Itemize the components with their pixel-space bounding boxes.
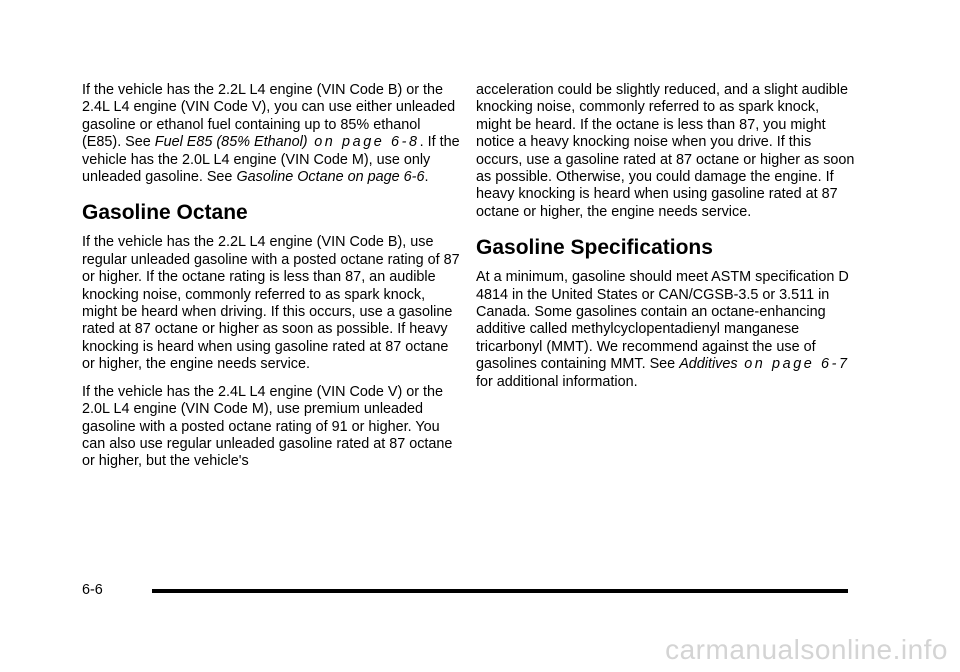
gasoline-octane-heading: Gasoline Octane [82, 201, 248, 225]
fuel-e85-page-ref[interactable]: on page 6-8 [307, 134, 420, 151]
fuel-e85-link[interactable]: Fuel E85 (85% Ethanol) [154, 134, 308, 151]
gasoline-specifications-heading: Gasoline Specifications [476, 236, 713, 260]
gasoline-octane-link[interactable]: Gasoline Octane on page 6-6 [236, 169, 425, 186]
right-column [476, 82, 856, 401]
specifications-paragraph [476, 269, 856, 391]
intro-text: If the vehicle has the 2.2L L4 engine (VIN Code B) or the 2.4L L4 engine (VIN Code V), you can use either unleaded gasoline or ethanol fuel containing up to 85% ethanol (E85). See [82, 82, 456, 151]
footer-rule [152, 589, 848, 593]
additives-page-ref[interactable]: on page 6-7 [737, 356, 850, 373]
intro-text-cont: . If the vehicle has the 2.0L L4 engine (VIN Code M), use only unleaded gasoline. See [82, 134, 460, 186]
octane-paragraph-1: If the vehicle has the 2.2L L4 engine (VIN Code B), use regular unleaded gasoline with a posted octane rating of 87 or higher. If the octane rating is less than 87, an audible knocking noise, commonly referred to as spark knock, might be heard when driving. If this occurs, use a gasoline rated at 87 octane or higher as soon as possible. If heavy knocking is heard when using gasoline rated at 87 octane or higher, the engine needs service. [82, 234, 460, 373]
intro-text-end: . [424, 169, 429, 186]
octane-paragraph-2: If the vehicle has the 2.4L L4 engine (VIN Code V) or the 2.0L L4 engine (VIN Code M), use premium unleaded gasoline with a posted octane rating of 91 or higher. You can also use regular unleaded gasoline rated at 87 octane or higher, but the vehicle's [82, 383, 453, 470]
watermark: carmanualsonline.info [665, 634, 948, 665]
additives-link[interactable]: Additives [679, 356, 738, 373]
intro-paragraph [82, 82, 462, 186]
left-column [82, 82, 462, 481]
specifications-text: At a minimum, gasoline should meet ASTM specification D 4814 in the United States or CAN/CGSB-3.5 or 3.511 in Canada. Some gasolines contain an octane-enhancing additive called methylcyclopentadienyl manganese tricarbonyl (MMT). We recommend against the use of gasolines containing MMT. See [476, 269, 849, 373]
specifications-text-end: for additional information. [476, 373, 638, 390]
page-number: 6-6 [82, 582, 103, 598]
octane-paragraph-continued: acceleration could be slightly reduced, and a slight audible knocking noise, commonly referred to as spark knock, might be heard. If the octane is less than 87, you might notice a heavy knocking noise when you drive. If this occurs, use a gasoline rated at 87 octane or higher as soon as possible. Otherwise, you could damage the engine. If heavy knocking is heard when using gasoline rated at 87 octane or higher, the engine needs service. [476, 82, 855, 220]
